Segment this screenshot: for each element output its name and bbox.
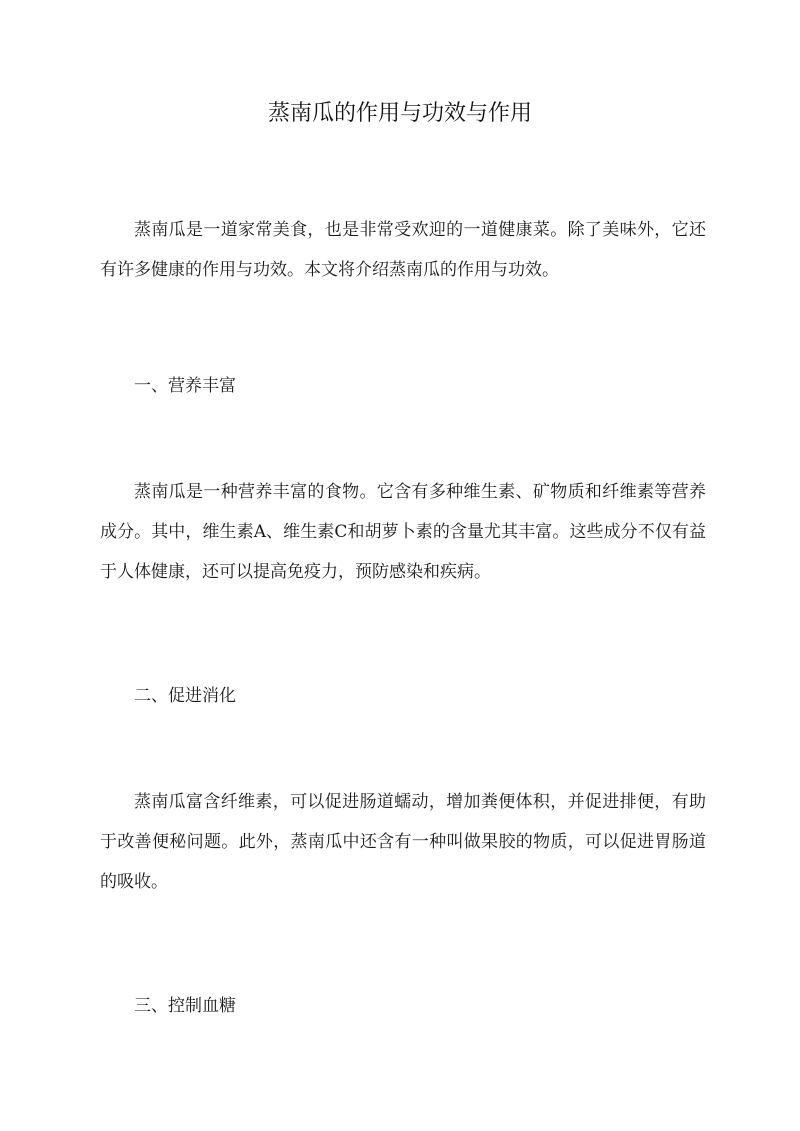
document-title: 蒸南瓜的作用与功效与作用 (267, 101, 532, 126)
section-heading-blood-sugar: 三、控制血糖 (134, 996, 236, 1016)
section-heading-nutrition: 一、营养丰富 (134, 376, 236, 396)
section-heading-digestion: 二、促进消化 (134, 686, 236, 706)
intro-paragraph: 蒸南瓜是一道家常美食，也是非常受欢迎的一道健康菜。除了美味外，它还有许多健康的作用与功效。本文将介绍蒸南瓜的作用与功效。 (100, 220, 706, 280)
section-body-digestion: 蒸南瓜富含纤维素，可以促进肠道蠕动，增加粪便体积，并促进排便，有助于改善便秘问题。此外，蒸南瓜中还含有一种叫做果胶的物质，可以促进胃肠道的吸收。 (100, 792, 706, 892)
section-body-nutrition: 蒸南瓜是一种营养丰富的食物。它含有多种维生素、矿物质和纤维素等营养成分。其中，维生素A、维生素C和胡萝卜素的含量尤其丰富。这些成分不仅有益于人体健康，还可以提高免疫力，预防感染和疾病。 (100, 482, 706, 582)
